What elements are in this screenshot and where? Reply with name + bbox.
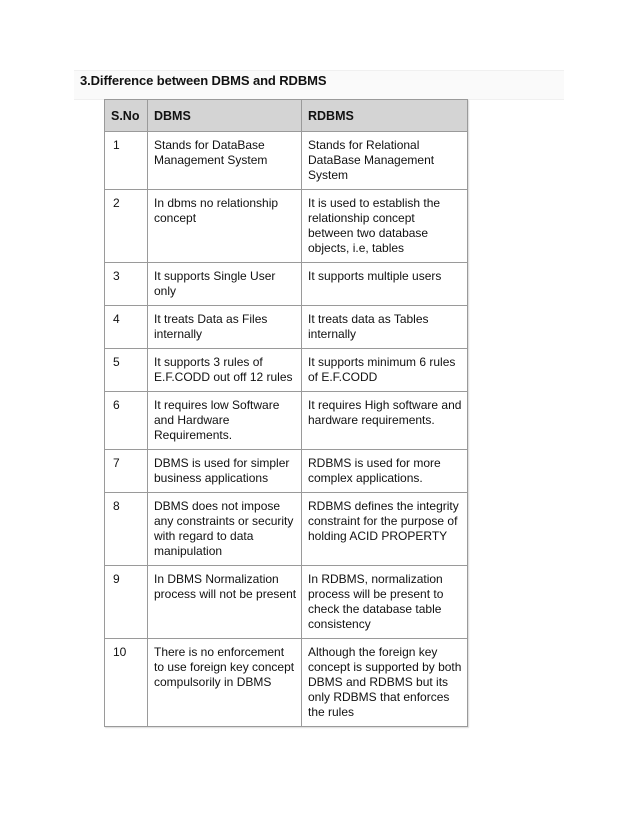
table-row [105, 566, 468, 639]
cell-dbms: In DBMS Normalization process will not be present [148, 566, 302, 639]
comparison-table [104, 99, 468, 727]
table-row [105, 392, 468, 450]
cell-rdbms: RDBMS is used for more complex applications. [302, 450, 468, 493]
header-dbms: DBMS [148, 100, 302, 132]
table-row [105, 132, 468, 190]
cell-dbms: In dbms no relationship concept [148, 190, 302, 263]
cell-dbms: DBMS is used for simpler business applications [148, 450, 302, 493]
cell-sno: 2 [105, 190, 148, 263]
cell-dbms: It requires low Software and Hardware Requirements. [148, 392, 302, 450]
cell-rdbms: In RDBMS, normalization process will be present to check the database table consistency [302, 566, 468, 639]
cell-dbms: It supports 3 rules of E.F.CODD out off 12 rules [148, 349, 302, 392]
table-row [105, 306, 468, 349]
cell-sno: 5 [105, 349, 148, 392]
section-heading: 3.Difference between DBMS and RDBMS [80, 73, 327, 88]
cell-rdbms: It supports minimum 6 rules of E.F.CODD [302, 349, 468, 392]
cell-rdbms: Although the foreign key concept is supported by both DBMS and RDBMS but its only RDBMS that enforces the rules [302, 639, 468, 727]
cell-rdbms: It supports multiple users [302, 263, 468, 306]
cell-sno: 8 [105, 493, 148, 566]
cell-rdbms: It treats data as Tables internally [302, 306, 468, 349]
header-sno: S.No [105, 100, 148, 132]
cell-dbms: DBMS does not impose any constraints or security with regard to data manipulation [148, 493, 302, 566]
cell-dbms: It treats Data as Files internally [148, 306, 302, 349]
table-row [105, 493, 468, 566]
cell-dbms: Stands for DataBase Management System [148, 132, 302, 190]
cell-dbms: There is no enforcement to use foreign key concept compulsorily in DBMS [148, 639, 302, 727]
cell-sno: 7 [105, 450, 148, 493]
table-row [105, 450, 468, 493]
cell-sno: 3 [105, 263, 148, 306]
cell-sno: 10 [105, 639, 148, 727]
cell-rdbms: Stands for Relational DataBase Management System [302, 132, 468, 190]
cell-sno: 4 [105, 306, 148, 349]
table-row [105, 349, 468, 392]
table-header-row [105, 100, 468, 132]
cell-rdbms: It is used to establish the relationship concept between two database objects, i.e, tables [302, 190, 468, 263]
cell-rdbms: It requires High software and hardware requirements. [302, 392, 468, 450]
cell-dbms: It supports Single User only [148, 263, 302, 306]
table-row [105, 263, 468, 306]
cell-rdbms: RDBMS defines the integrity constraint for the purpose of holding ACID PROPERTY [302, 493, 468, 566]
table-row [105, 190, 468, 263]
cell-sno: 9 [105, 566, 148, 639]
cell-sno: 6 [105, 392, 148, 450]
header-rdbms: RDBMS [302, 100, 468, 132]
table-row [105, 639, 468, 727]
cell-sno: 1 [105, 132, 148, 190]
